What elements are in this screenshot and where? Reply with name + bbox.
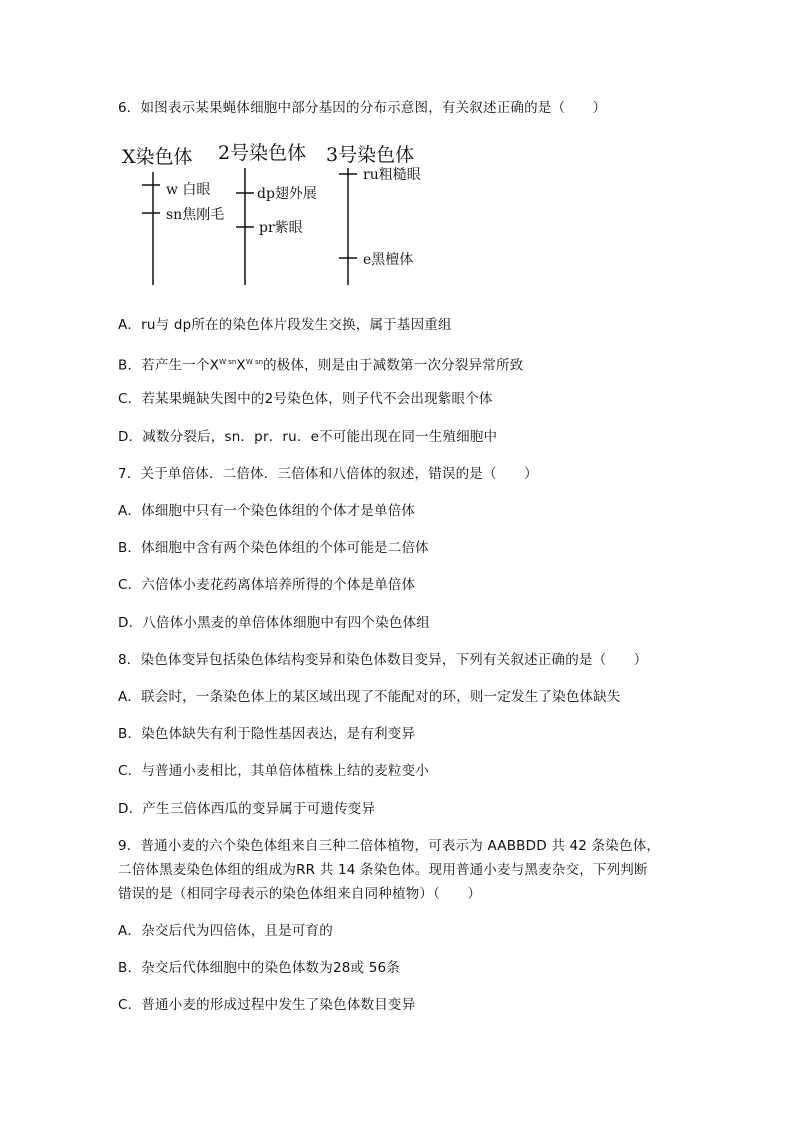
question-8-option-d: D．产生三倍体西瓜的变异属于可遗传变异 [118, 801, 376, 817]
question-8-option-c: C．与普通小麦相比，其单倍体植株上结的麦粒变小 [118, 763, 430, 779]
option-b-suffix: 的极体，则是由于减数第一次分裂异常所致 [263, 357, 524, 374]
question-6-option-a: A．ru与 dp所在的染色体片段发生交换，属于基因重组 [118, 317, 452, 333]
option-b-prefix: B．若产生一个X [118, 357, 220, 374]
gene-sn-label: sn焦刚毛 [166, 207, 225, 223]
question-8-stem: 8．染色体变异包括染色体结构变异和染色体数目变异，下列有关叙述正确的是（ ） [118, 652, 648, 668]
question-7-stem: 7．关于单倍体．二倍体．三倍体和八倍体的叙述，错误的是（ ） [118, 466, 538, 482]
gene-pr-label: pr紫眼 [259, 220, 303, 236]
question-6-stem: 6．如图表示某果蝇体细胞中部分基因的分布示意图，有关叙述正确的是（ ） [118, 100, 607, 116]
question-9-option-a: A．杂交后代为四倍体，且是可育的 [118, 923, 333, 939]
gene-dp-label: dp翅外展 [257, 186, 317, 202]
question-9-stem-line-3: 错误的是（相同字母表示的染色体组来自同种植物）（ ） [118, 886, 482, 902]
question-7-option-a: A．体细胞中只有一个染色体组的个体才是单倍体 [118, 503, 416, 519]
gene-w-label: w 白眼 [166, 182, 211, 198]
question-6-option-c: C．若某果蝇缺失图中的2号染色体，则子代不会出现紫眼个体 [118, 391, 493, 407]
option-b-superscript-1: W sn [219, 358, 237, 366]
gene-ru-label: ru粗糙眼 [363, 167, 421, 183]
chromosome-3-label: 3号染色体 [326, 144, 415, 166]
chromosome-gene-diagram [118, 140, 448, 290]
question-6-option-b [118, 353, 523, 375]
x-chromosome-label: X染色体 [122, 146, 193, 168]
chromosome-2-label: 2号染色体 [218, 142, 307, 164]
option-b-mid: X [236, 357, 246, 374]
gene-e-label: e黑檀体 [363, 252, 414, 268]
question-6-option-d: D．减数分裂后，sn．pr．ru．e不可能出现在同一生殖细胞中 [118, 429, 498, 445]
question-7-option-b: B．体细胞中含有两个染色体组的个体可能是二倍体 [118, 540, 429, 556]
question-9-option-b: B．杂交后代体细胞中的染色体数为28或 56条 [118, 960, 401, 976]
question-9-option-c: C．普通小麦的形成过程中发生了染色体数目变异 [118, 997, 416, 1013]
option-b-superscript-2: W sn [245, 358, 264, 366]
question-7-option-c: C．六倍体小麦花药离体培养所得的个体是单倍体 [118, 577, 416, 593]
question-9-stem-line-2: 二倍体黑麦染色体组的组成为RR 共 14 条染色体。现用普通小麦与黑麦杂交，下列判断 [118, 862, 648, 878]
question-7-option-d: D．八倍体小黑麦的单倍体体细胞中有四个染色体组 [118, 615, 430, 631]
question-8-option-a: A．联会时，一条染色体上的某区域出现了不能配对的环，则一定发生了染色体缺失 [118, 689, 621, 705]
question-8-option-b: B．染色体缺失有利于隐性基因表达，是有利变异 [118, 726, 416, 742]
question-9-stem-line-1: 9．普通小麦的六个染色体组来自三种二倍体植物，可表示为 AABBDD 共 42 条染色体， [118, 838, 661, 854]
